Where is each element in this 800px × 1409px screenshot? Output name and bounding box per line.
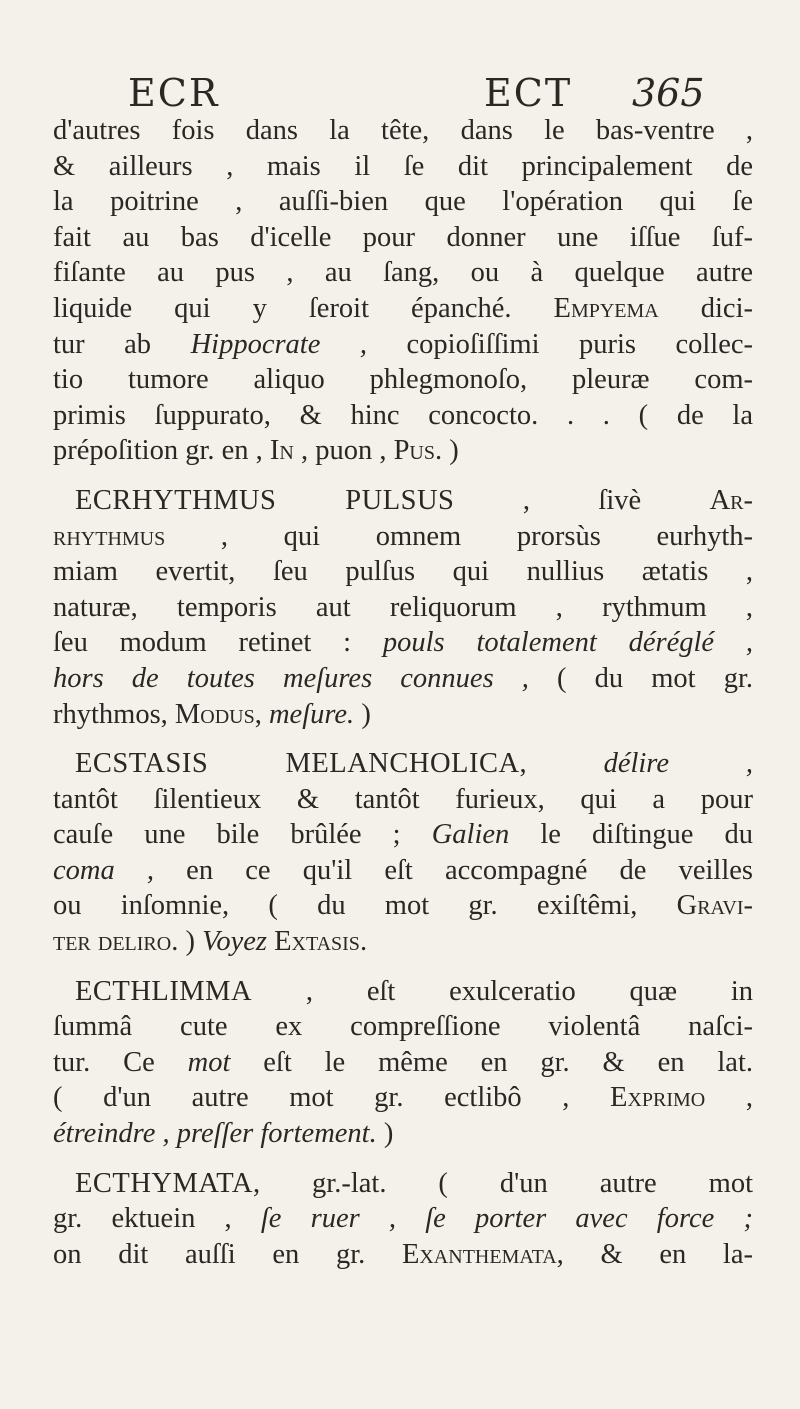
text-segment: ,: [705, 1082, 753, 1114]
text-line: [53, 291, 753, 327]
text-line: [53, 1116, 753, 1152]
paragraph-gap: [53, 469, 753, 483]
text-segment: Ar-: [709, 484, 753, 516]
text-segment: tur ab: [53, 328, 191, 360]
text-segment: ): [376, 1118, 394, 1150]
text-segment: la poitrine , auſſi-bien que l'opération qui ſe: [53, 186, 753, 218]
text-segment: dici-: [658, 292, 753, 324]
text-line: [53, 1045, 753, 1081]
text-segment: miam evertit, ſeu pulſus qui nullius ætatis ,: [53, 556, 753, 588]
text-segment: & ailleurs , mais il ſe dit principalement de: [53, 150, 753, 182]
text-segment: ): [178, 926, 203, 958]
text-line: [53, 924, 753, 960]
text-line: [53, 1009, 753, 1045]
text-segment: mot: [187, 1046, 231, 1078]
text-segment: Gravi-: [676, 890, 753, 922]
paragraph: [53, 483, 753, 732]
text-segment: In: [269, 435, 294, 467]
text-segment: ,: [254, 698, 269, 730]
text-segment: tur. Ce: [53, 1046, 188, 1078]
text-segment: fiſante au pus , au ſang, ou à quelque autre: [53, 257, 753, 289]
text-segment: rhythmos,: [53, 698, 175, 730]
text-segment: ( du mot gr.: [528, 662, 753, 694]
text-segment: délire ,: [603, 748, 753, 780]
text-segment: naturæ, temporis aut reliquorum , rythmum ,: [53, 591, 753, 623]
text-segment: Empyema: [553, 292, 659, 324]
text-line: [53, 255, 753, 291]
text-line: [53, 1237, 753, 1273]
header-center: ECT: [484, 71, 573, 115]
paragraph-gap: [53, 1152, 753, 1166]
text-line: [53, 888, 753, 924]
header-left: ECR: [128, 71, 220, 115]
text-line: [53, 625, 753, 661]
text-segment: copioſiſſimi puris collec-: [367, 328, 754, 360]
text-segment: hors de toutes meſures connues ,: [53, 662, 529, 694]
text-line: [53, 149, 753, 185]
text-segment: ( d'un autre mot gr. ectlibô ,: [53, 1082, 611, 1114]
text-segment: . ): [435, 435, 459, 467]
text-segment: , puon ,: [293, 435, 394, 467]
text-segment: ſe ruer , ſe porter avec force ;: [260, 1203, 753, 1235]
entry-headword: ECTHLIMMA: [75, 975, 253, 1007]
entry-headword: ECTHYMATA: [75, 1167, 253, 1199]
text-segment: liquide qui y ſeroit épanché.: [53, 292, 554, 324]
text-segment: , qui omnem prorsùs eurhyth-: [165, 520, 753, 552]
text-line: [53, 1201, 753, 1237]
text-segment: , eſt exulceratio quæ in: [252, 975, 753, 1007]
text-segment: , ſivè: [454, 484, 710, 516]
page-number: 365: [632, 71, 705, 115]
paragraph: [53, 1166, 753, 1273]
text-segment: .: [359, 926, 368, 958]
text-segment: , gr.-lat. ( d'un autre mot: [252, 1167, 753, 1199]
text-line: [53, 220, 753, 256]
text-line: [53, 327, 753, 363]
text-line: [53, 519, 753, 555]
text-line: [53, 974, 753, 1010]
paragraph: [53, 113, 753, 469]
text-segment: d'autres fois dans la tête, dans le bas-ventre ,: [53, 115, 753, 146]
text-line: [53, 1080, 753, 1116]
text-segment: Modus: [174, 698, 255, 730]
text-segment: primis ſuppurato, & hinc concocto. . . ( de la: [53, 399, 753, 431]
text-segment: meſure.: [268, 698, 355, 730]
text-segment: , & en la-: [556, 1238, 753, 1270]
running-header: [0, 68, 800, 118]
text-line: [53, 184, 753, 220]
text-line: [53, 661, 753, 697]
text-line: [53, 433, 753, 469]
text-line: [53, 362, 753, 398]
text-segment: Voyez: [202, 926, 267, 958]
text-line: [53, 782, 753, 818]
text-segment: pouls totalement déréglé ,: [382, 627, 753, 659]
text-line: [53, 590, 753, 626]
text-line: [53, 853, 753, 889]
text-segment: gr. ektuein ,: [53, 1203, 261, 1235]
text-segment: fait au bas d'icelle pour donner une iſſue ſuf-: [53, 221, 753, 253]
text-segment: cauſe une bile brûlée ;: [53, 819, 432, 851]
paragraph: [53, 974, 753, 1152]
text-line: [53, 746, 753, 782]
paragraph-gap: [53, 960, 753, 974]
text-segment: prépoſition gr. en ,: [53, 435, 270, 467]
text-line: [53, 554, 753, 590]
text-segment: Exprimo: [610, 1082, 706, 1114]
text-line: [53, 398, 753, 434]
text-segment: ſummâ cute ex compreſſione violentâ naſci-: [53, 1011, 753, 1043]
text-segment: tantôt ſilentieux & tantôt furieux, qui a pour: [53, 783, 753, 815]
page-body: [53, 113, 753, 1272]
text-segment: tio tumore aliquo phlegmonoſo, pleuræ com-: [53, 364, 753, 396]
text-segment: coma ,: [53, 854, 155, 886]
text-segment: eſt le même en gr. & en lat.: [230, 1046, 754, 1078]
entry-headword: ECSTASIS MELANCHOLICA: [75, 748, 520, 780]
text-segment: rhythmus: [53, 520, 166, 552]
text-segment: Galien: [431, 819, 510, 851]
entry-headword: ECRHYTHMUS PULSUS: [75, 484, 455, 516]
text-segment: ): [354, 698, 371, 730]
text-line: [53, 817, 753, 853]
text-segment: ,: [519, 748, 604, 780]
text-segment: en ce qu'il eſt accompagné de veilles: [154, 854, 753, 886]
text-segment: ter deliro.: [53, 926, 179, 958]
text-segment: Extasis: [274, 926, 360, 958]
text-segment: on dit auſſi en gr.: [53, 1238, 402, 1270]
text-line: [53, 1166, 753, 1202]
paragraph: [53, 746, 753, 960]
text-line: [53, 697, 753, 733]
paragraph-gap: [53, 732, 753, 746]
text-line: [53, 113, 753, 149]
text-segment: Pus: [393, 435, 435, 467]
text-segment: étreindre , preſſer fortement.: [53, 1118, 377, 1150]
text-segment: Hippocrate ,: [190, 328, 367, 360]
text-segment: ſeu modum retinet :: [53, 627, 383, 659]
text-segment: Exanthemata: [401, 1238, 557, 1270]
text-segment: ou inſomnie, ( du mot gr. exiſtêmi,: [53, 890, 677, 922]
text-line: [53, 483, 753, 519]
text-segment: le diſtingue du: [509, 819, 753, 851]
